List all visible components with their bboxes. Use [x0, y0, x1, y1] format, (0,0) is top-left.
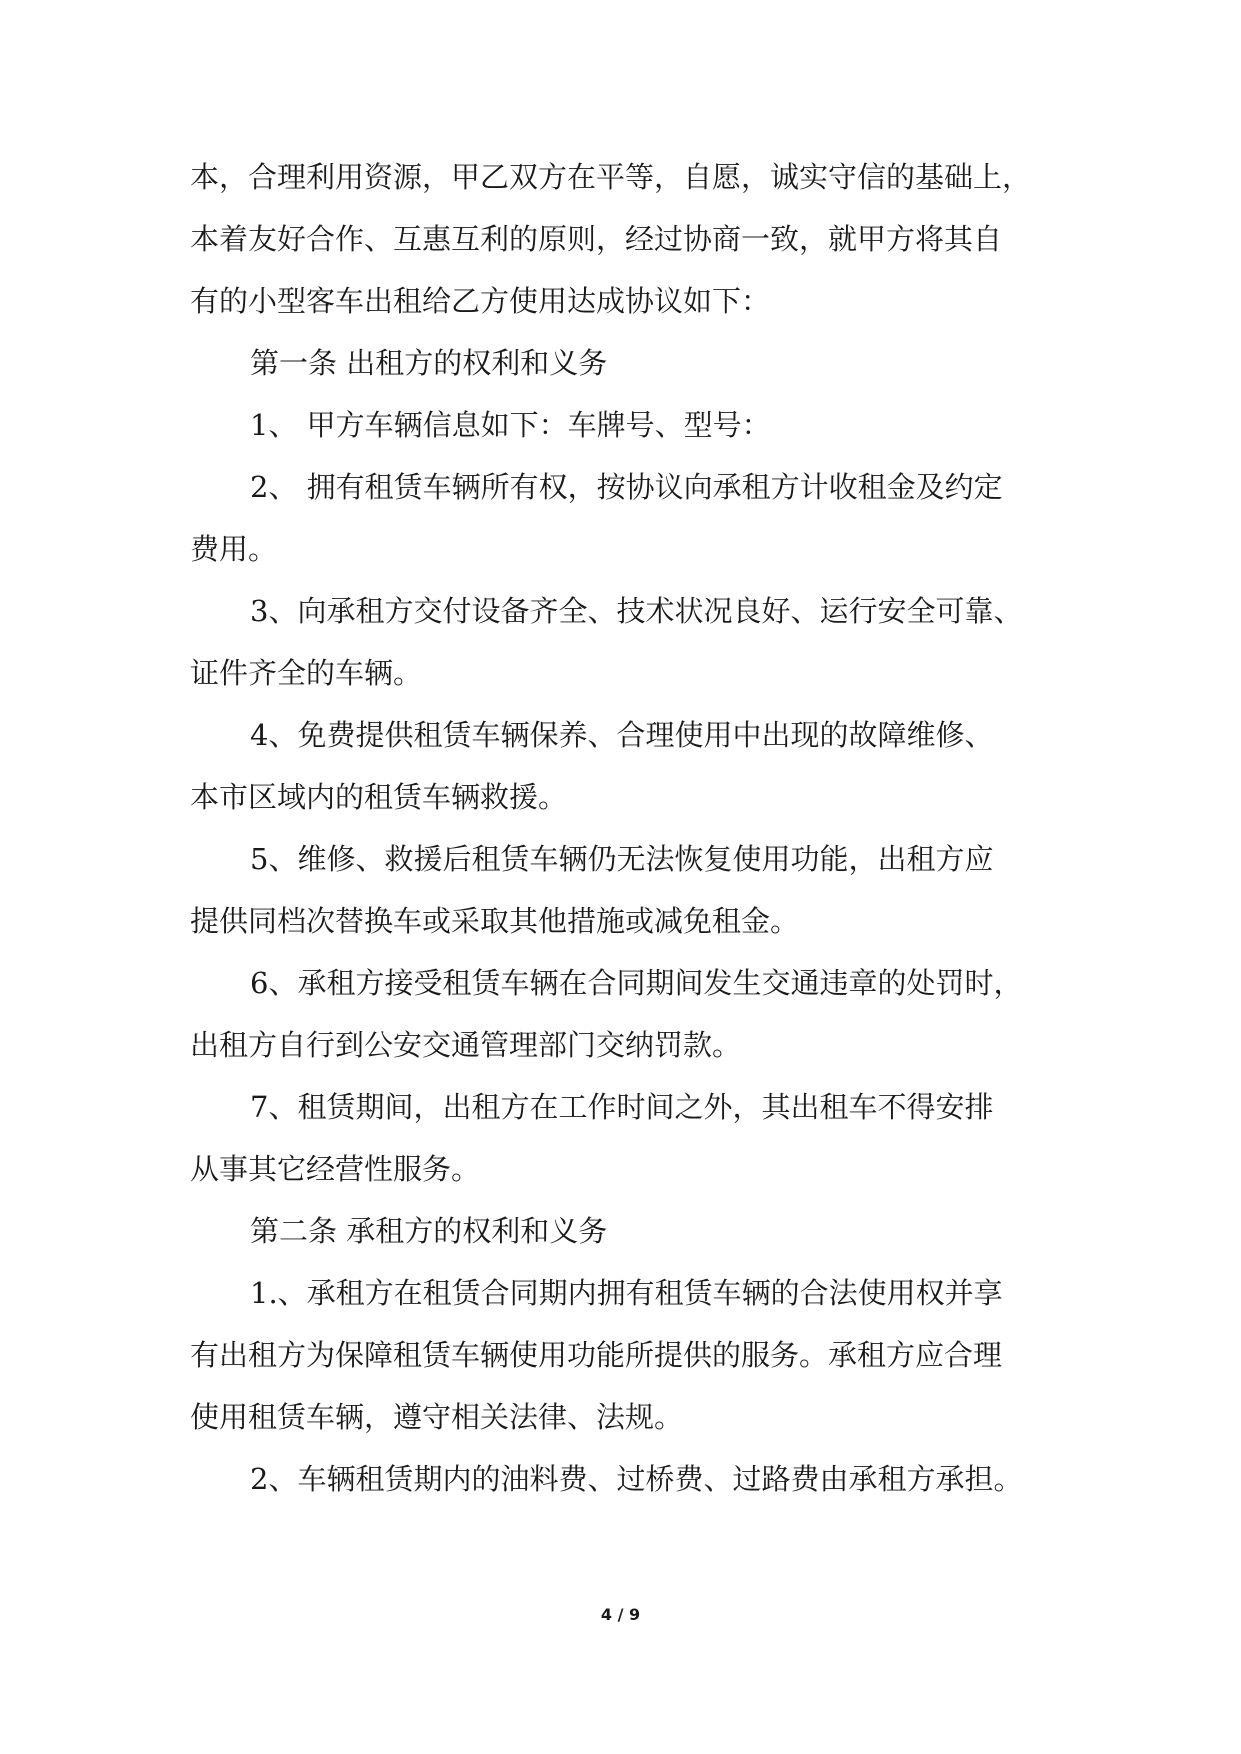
text-line: 使用租赁车辆，遵守相关法律、法规。 — [190, 1400, 684, 1434]
text-line: 本着友好合作、互惠互利的原则，经过协商一致，就甲方将其自 — [190, 222, 1003, 256]
text-line: 有出租方为保障租赁车辆使用功能所提供的服务。承租方应合理 — [190, 1338, 1003, 1372]
text-line: 1.、承租方在租赁合同期内拥有租赁车辆的合法使用权并享 — [250, 1276, 1003, 1310]
text-line: 证件齐全的车辆。 — [190, 656, 423, 690]
text-line: 出租方自行到公安交通管理部门交纳罚款。 — [190, 1028, 742, 1062]
text-line: 5、维修、救援后租赁车辆仍无法恢复使用功能，出租方应 — [250, 842, 994, 876]
text-line: 4、免费提供租赁车辆保养、合理使用中出现的故障维修、 — [250, 718, 994, 752]
text-line: 费用。 — [190, 532, 278, 566]
text-line: 6、承租方接受租赁车辆在合同期间发生交通违章的处罚时， — [250, 966, 1023, 1000]
text-line: 本市区域内的租赁车辆救援。 — [190, 780, 568, 814]
text-line: 2、车辆租赁期内的油料费、过桥费、过路费由承租方承担。 — [250, 1462, 1023, 1496]
page-number: 4 / 9 — [600, 1605, 641, 1624]
text-line: 提供同档次替换车或采取其他措施或减免租金。 — [190, 904, 800, 938]
text-line: 3、向承租方交付设备齐全、技术状况良好、运行安全可靠、 — [250, 594, 1023, 628]
text-line: 1、 甲方车辆信息如下：车牌号、型号： — [250, 408, 771, 442]
section-heading: 第一条 出租方的权利和义务 — [250, 346, 608, 380]
section-heading: 第二条 承租方的权利和义务 — [250, 1214, 608, 1248]
text-line: 2、 拥有租赁车辆所有权，按协议向承租方计收租金及约定 — [250, 470, 1003, 504]
text-line: 7、租赁期间，出租方在工作时间之外，其出租车不得安排 — [250, 1090, 994, 1124]
text-line: 本，合理利用资源，甲乙双方在平等，自愿，诚实守信的基础上， — [190, 160, 1032, 194]
text-line: 从事其它经营性服务。 — [190, 1152, 481, 1186]
text-line: 有的小型客车出租给乙方使用达成协议如下： — [190, 284, 771, 318]
